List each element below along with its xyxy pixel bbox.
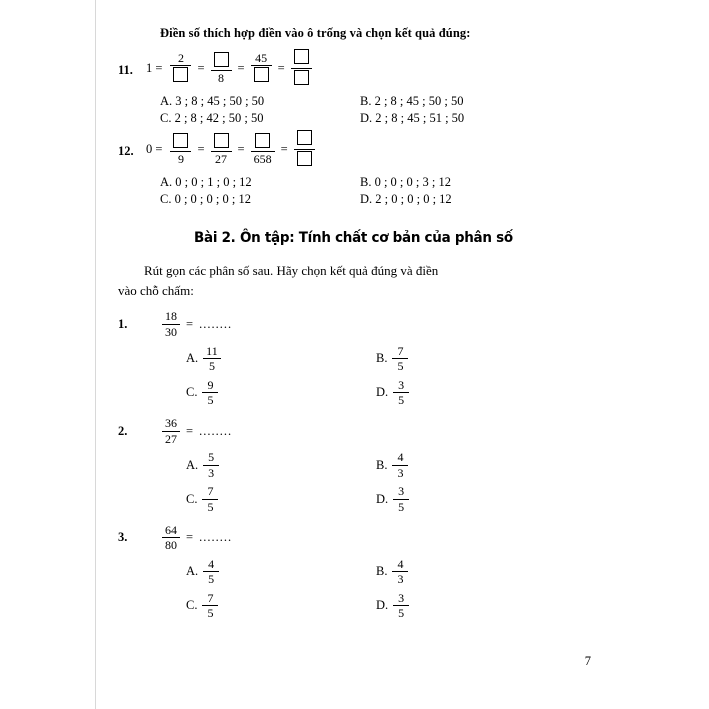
exercise-11-lead: 1 = [146,60,163,75]
exercise-12-answers [160,175,588,207]
reduce-exercise-3-number: 3. [118,530,128,545]
fraction-bar [294,149,315,150]
fraction-numerator: 2 [177,50,184,65]
fraction-numerator: 3 [398,590,405,605]
fraction-numerator: 64 [165,522,177,537]
section-heading [118,229,588,247]
fraction-numerator: 3 [398,484,405,499]
equals-sign: = [197,60,205,75]
answer-option-c[interactable]: C. 2 ; 8 ; 42 ; 50 ; 50 [160,111,264,126]
page-margin-rule [95,0,96,709]
reduce-exercise-2-options-row2 [186,485,588,513]
fraction-denominator: 27 [215,152,227,167]
exercise-11-equation [144,49,312,87]
equals-sign: = [186,423,194,438]
fraction-term [294,130,315,168]
fraction-denominator-box[interactable] [294,151,315,169]
blank-dots[interactable]: ........ [199,316,233,331]
fraction-denominator: 5 [207,393,214,408]
fraction-term [251,133,275,166]
fraction-denominator: 658 [253,152,272,167]
option-fraction [393,379,409,407]
reduce-exercise-1 [118,310,588,338]
fraction-denominator: 30 [165,324,177,339]
option-label: C. [186,385,198,400]
reduce-exercise-3-options-row1 [186,558,588,586]
option-label: A. [186,564,199,579]
option-fraction [202,379,218,407]
equals-sign: = [197,141,205,156]
answer-option-d[interactable]: D. 2 ; 8 ; 45 ; 51 ; 50 [360,111,465,126]
fraction-denominator-box[interactable] [170,67,191,85]
equals-sign: = [186,316,194,331]
answer-box[interactable] [173,67,188,82]
fraction-term [162,524,180,552]
option-fraction [203,345,221,373]
answer-option-b[interactable]: B. 2 ; 8 ; 45 ; 50 ; 50 [360,94,464,109]
answer-box[interactable] [214,52,229,67]
answer-box[interactable] [294,70,309,85]
answer-box[interactable] [255,133,270,148]
fraction-denominator: 5 [397,359,404,374]
option-fraction [202,592,218,620]
option-fraction [392,345,408,373]
fraction-denominator-box[interactable] [291,70,312,88]
reduce-exercise-2-number: 2. [118,423,128,438]
fraction-numerator: 4 [397,450,404,465]
fraction-numerator: 4 [397,556,404,571]
fraction-numerator-box[interactable] [211,52,232,70]
reduce-exercise-1-expression [162,310,232,338]
fraction-numerator-box[interactable] [294,130,315,148]
fraction-numerator: 7 [207,590,214,605]
fraction-term [162,310,180,338]
fraction-numerator: 45 [255,50,268,65]
section-instruction [118,261,588,300]
fraction-denominator: 3 [397,465,404,480]
option-label: D. [376,491,389,506]
fraction-numerator: 3 [398,377,405,392]
fraction-denominator-box[interactable] [251,67,272,85]
fraction-numerator-box[interactable] [291,49,312,67]
fraction-numerator: 4 [208,556,215,571]
option-a[interactable] [186,345,376,373]
option-fraction [202,485,218,513]
answer-box[interactable] [297,151,312,166]
fraction-term [170,52,191,85]
option-label: D. [376,385,389,400]
reduce-exercise-1-options-row2 [186,379,588,407]
fraction-term [291,49,312,87]
option-label: A. [186,457,199,472]
fraction-term [211,133,232,166]
option-label: A. [186,351,199,366]
fraction-numerator: 18 [165,309,177,324]
option-c[interactable] [186,485,376,513]
fraction-numerator: 9 [207,377,214,392]
fraction-numerator: 11 [206,343,218,358]
answer-box[interactable] [294,49,309,64]
option-fraction [392,558,408,586]
answer-option-b[interactable]: B. 0 ; 0 ; 0 ; 3 ; 12 [360,175,451,190]
fraction-numerator-box[interactable] [252,133,273,151]
option-label: C. [186,598,198,613]
fraction-term [162,417,180,445]
page-content [118,26,588,620]
answer-option-a[interactable]: A. 0 ; 0 ; 1 ; 0 ; 12 [160,175,252,190]
fraction-denominator: 5 [398,499,405,514]
option-fraction [203,558,219,586]
top-instruction: Điền số thích hợp điền vào ô trống và chọn kết quả đúng: [160,26,471,40]
equals-sign: = [237,141,245,156]
option-b[interactable] [376,451,408,479]
blank-dots[interactable]: ........ [199,423,233,438]
reduce-exercise-3 [118,524,588,552]
section-instruction-line1: Rút gọn các phân số sau. Hãy chọn kết quả đúng và điền [144,263,439,279]
exercise-11-answers [160,94,588,126]
answer-line [160,111,588,126]
answer-box[interactable] [214,133,229,148]
reduce-exercise-2-options-row1 [186,451,588,479]
option-c[interactable] [186,592,376,620]
fraction-bar [291,68,312,69]
equals-sign: = [186,530,194,545]
option-label: C. [186,491,198,506]
fraction-term [251,52,272,85]
answer-box[interactable] [173,133,188,148]
equals-sign: = [280,141,288,156]
reduce-exercise-1-number: 1. [118,316,128,331]
fraction-term [170,133,191,166]
option-fraction [392,451,408,479]
section-title: Bài 2. Ôn tập: Tính chất cơ bản của phân số [193,230,513,247]
option-d[interactable] [376,485,409,513]
answer-box[interactable] [297,130,312,145]
exercise-12-number: 12. [118,144,134,159]
fraction-numerator: 36 [165,415,177,430]
fraction-denominator: 5 [398,393,405,408]
fraction-denominator: 5 [207,499,214,514]
reduce-exercise-3-options-row2 [186,592,588,620]
fraction-denominator: 5 [207,606,214,621]
blank-dots[interactable]: ........ [199,530,233,545]
fraction-numerator: 7 [207,484,214,499]
option-fraction [393,485,409,513]
answer-line [160,175,588,190]
reduce-exercise-3-expression [162,524,232,552]
reduce-exercise-2 [118,417,588,445]
answer-box[interactable] [254,67,269,82]
option-label: B. [376,457,388,472]
fraction-denominator: 9 [177,152,184,167]
option-d[interactable] [376,592,409,620]
option-d[interactable] [376,379,409,407]
fraction-bar [170,65,191,66]
exercise-11-number: 11. [118,63,133,77]
fraction-denominator: 80 [165,538,177,553]
exercise-11 [118,49,588,87]
option-fraction [393,592,409,620]
option-b[interactable] [376,345,408,373]
section-instruction-line2: vào chỗ chấm: [118,282,194,298]
answer-option-c[interactable]: C. 0 ; 0 ; 0 ; 0 ; 12 [160,192,251,207]
answer-option-d[interactable]: D. 2 ; 0 ; 0 ; 0 ; 12 [360,192,452,207]
fraction-denominator: 3 [397,572,404,587]
answer-option-a[interactable]: A. 3 ; 8 ; 45 ; 50 ; 50 [160,94,265,109]
option-label: B. [376,564,388,579]
option-a[interactable] [186,451,376,479]
fraction-numerator: 5 [208,450,215,465]
fraction-denominator: 3 [208,465,215,480]
fraction-numerator-box[interactable] [170,133,191,151]
fraction-denominator: 5 [398,606,405,621]
fraction-denominator: 5 [208,359,215,374]
page-number: 7 [584,654,591,668]
equals-sign: = [237,60,245,75]
option-label: D. [376,598,389,613]
fraction-bar [251,65,272,66]
fraction-term [211,52,232,85]
exercise-12-lead: 0 = [146,141,163,156]
option-fraction [203,451,219,479]
fraction-denominator: 5 [208,572,215,587]
equals-sign: = [277,60,285,75]
reduce-exercise-1-options-row1 [186,345,588,373]
answer-line [160,94,588,109]
option-b[interactable] [376,558,408,586]
fraction-denominator: 8 [218,71,224,86]
answer-line [160,192,588,207]
reduce-exercise-2-expression [162,417,232,445]
fraction-numerator: 7 [397,343,404,358]
option-a[interactable] [186,558,376,586]
option-c[interactable] [186,379,376,407]
fraction-denominator: 27 [165,431,177,446]
fraction-numerator-box[interactable] [211,133,232,151]
option-label: B. [376,351,388,366]
exercise-12-equation [144,130,315,168]
exercise-12 [118,130,588,168]
